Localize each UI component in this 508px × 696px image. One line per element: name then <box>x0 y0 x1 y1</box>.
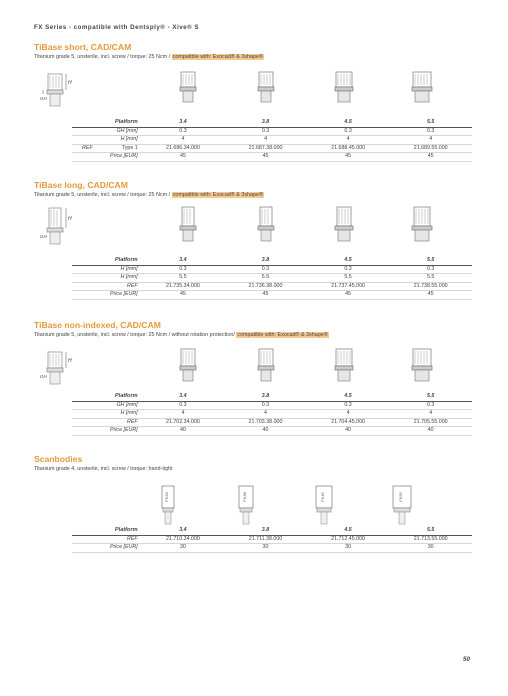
cell: 45 <box>224 291 307 300</box>
table-row <box>72 127 472 136</box>
spec-table <box>72 119 472 162</box>
cell: 21.703.38.000 <box>224 418 307 427</box>
ref-label: REF <box>82 144 93 151</box>
tibase-non-indexed-figure <box>172 346 204 384</box>
cell: 0.3 <box>307 401 390 410</box>
row-label: Platform <box>72 393 142 401</box>
tibase-non-indexed-figure <box>250 346 282 384</box>
cell: 0.3 <box>142 265 225 274</box>
table-row <box>72 274 472 283</box>
cell: 4 <box>307 136 390 145</box>
cell: 21.687.38.000 <box>224 144 307 153</box>
cell: 4.5 <box>307 527 390 535</box>
row-label: Price [EUR] <box>72 427 142 436</box>
product-figures <box>34 474 474 534</box>
table-row <box>72 265 472 274</box>
table-row <box>72 136 472 145</box>
cell: 21.736.38.000 <box>224 282 307 291</box>
row-label: H [mm] <box>72 265 142 274</box>
section-subtitle: Titanium grade 4, unsterile, incl. screw / torque: hand-tight <box>34 466 173 472</box>
table-row <box>72 144 472 153</box>
cell: 5.5 <box>307 274 390 283</box>
section-title: Scanbodies <box>34 454 83 464</box>
row-label: Price [EUR] <box>72 153 142 162</box>
tibase-long-figure <box>250 206 282 244</box>
cell: 0.3 <box>307 265 390 274</box>
table-row <box>72 427 472 436</box>
cell: 45 <box>307 291 390 300</box>
cell: 5.5 <box>142 274 225 283</box>
row-label: Platform <box>72 527 142 535</box>
cell: 0.3 <box>389 401 472 410</box>
tibase-long-figure <box>328 206 360 244</box>
table-row <box>72 119 472 127</box>
row-label: REF <box>72 282 142 291</box>
cell: 5.5 <box>389 119 472 127</box>
section-scanbodies <box>34 454 474 551</box>
cell: 45 <box>389 291 472 300</box>
cell: 40 <box>142 427 225 436</box>
spec-table <box>72 393 472 436</box>
section-subtitle: Titanium grade 5, unsterile, incl. screw / torque: 25 Ncm / without rotation protection/ compatible with: Exocad® & 3shape® <box>34 332 328 338</box>
scanbody-figure <box>232 482 260 530</box>
table-row <box>72 527 472 535</box>
cell: 4 <box>142 410 225 419</box>
product-figures <box>34 340 474 392</box>
scanbody-figure <box>154 482 182 530</box>
type-label: Type 1 <box>121 144 138 151</box>
cell: 45 <box>142 153 225 162</box>
cell: 21.710.34.000 <box>142 535 225 544</box>
section-tibase-short <box>34 42 474 160</box>
dimension-diagram <box>40 346 80 390</box>
cell: 21.688.45.000 <box>307 144 390 153</box>
section-subtitle: Titanium grade 5, unsterile, incl. screw / torque: 25 Ncm / compatible with: Exocad® & 3shape® <box>34 192 263 198</box>
dim-label-h: H <box>68 80 72 86</box>
row-label: GH [mm] <box>72 127 142 136</box>
product-figures <box>34 200 474 252</box>
dim-label-h: H <box>68 358 72 364</box>
section-subtitle: Titanium grade 5, unsterile, incl. screw / torque: 25 Ncm / compatible with: Exocad® & 3shape® <box>34 54 263 60</box>
cell: 30 <box>224 544 307 553</box>
page-number: 50 <box>463 656 470 663</box>
section-title: TiBase long, CAD/CAM <box>34 180 128 190</box>
table-row <box>72 153 472 162</box>
row-label: REF <box>72 535 142 544</box>
cell: 4 <box>389 410 472 419</box>
section-title: TiBase non-indexed, CAD/CAM <box>34 320 161 330</box>
cell: 0.3 <box>224 127 307 136</box>
cell: 0.3 <box>224 265 307 274</box>
cell: 21.702.34.000 <box>142 418 225 427</box>
cell: 30 <box>389 544 472 553</box>
cell: 45 <box>142 291 225 300</box>
tibase-short-figure <box>328 68 360 106</box>
cell: 21.735.34.000 <box>142 282 225 291</box>
table-row <box>72 410 472 419</box>
cell: 5.5 <box>224 274 307 283</box>
scanbody-mark: FX34 <box>164 492 169 502</box>
scanbody-figure <box>310 482 338 530</box>
table-row <box>72 257 472 265</box>
compat-highlight: compatible with: Exocad® & 3shape® <box>172 54 263 60</box>
cell: 3.4 <box>142 393 225 401</box>
tibase-short-figure <box>250 68 282 106</box>
cell: 21.711.38.000 <box>224 535 307 544</box>
cell: 0.3 <box>389 265 472 274</box>
cell: 0.3 <box>142 127 225 136</box>
row-label: Platform <box>72 257 142 265</box>
cell: 21.705.55.000 <box>389 418 472 427</box>
scanbody-figure <box>388 482 416 530</box>
dim-label-h: H <box>68 216 72 222</box>
section-title: TiBase short, CAD/CAM <box>34 42 132 52</box>
dimension-diagram <box>40 206 80 250</box>
cell: 3.8 <box>224 527 307 535</box>
cell: 0.3 <box>142 401 225 410</box>
cell: 3.8 <box>224 257 307 265</box>
table-row <box>72 418 472 427</box>
cell: 45 <box>307 153 390 162</box>
cell: 5.5 <box>389 527 472 535</box>
cell: 40 <box>224 427 307 436</box>
dim-label-gh: GH <box>40 234 47 239</box>
product-figures <box>34 62 474 114</box>
cell: 3.4 <box>142 257 225 265</box>
cell: 0.3 <box>389 127 472 136</box>
dim-label-gh: GH <box>40 96 47 101</box>
row-label: H [mm] <box>72 136 142 145</box>
cell: 40 <box>307 427 390 436</box>
cell: 30 <box>142 544 225 553</box>
cell: 21.712.45.000 <box>307 535 390 544</box>
row-label: Price [EUR] <box>72 291 142 300</box>
cell: 3.8 <box>224 119 307 127</box>
row-label: GH [mm] <box>72 401 142 410</box>
row-label: H [mm] <box>72 410 142 419</box>
dim-label-gh: GH <box>40 374 47 379</box>
cell: 21.704.45.000 <box>307 418 390 427</box>
tibase-non-indexed-figure <box>328 346 360 384</box>
cell: 3.4 <box>142 527 225 535</box>
table-row <box>72 544 472 553</box>
cell: 40 <box>389 427 472 436</box>
cell: 4.5 <box>307 393 390 401</box>
row-label: Price [EUR] <box>72 544 142 553</box>
cell: 4 <box>224 136 307 145</box>
cell: 21.738.55.000 <box>389 282 472 291</box>
cell: 30 <box>307 544 390 553</box>
cell: 0.3 <box>224 401 307 410</box>
table-row <box>72 535 472 544</box>
cell: 45 <box>224 153 307 162</box>
row-label: Platform <box>72 119 142 127</box>
tibase-non-indexed-figure <box>406 346 438 384</box>
cell: 21.689.55.000 <box>389 144 472 153</box>
cell: 4 <box>224 410 307 419</box>
cell: 4 <box>389 136 472 145</box>
spec-table <box>72 527 472 553</box>
cell: 4 <box>142 136 225 145</box>
cell: 5.5 <box>389 274 472 283</box>
scanbody-mark: FX45 <box>320 492 325 502</box>
dimension-diagram <box>40 68 80 112</box>
cell: 45 <box>389 153 472 162</box>
table-row <box>72 401 472 410</box>
table-row <box>72 282 472 291</box>
compat-highlight: compatible with: Exocad® & 3shape® <box>172 192 263 198</box>
cell: 5.5 <box>389 393 472 401</box>
tibase-long-figure <box>406 206 438 244</box>
cell: 5.5 <box>389 257 472 265</box>
tibase-short-figure <box>406 68 438 106</box>
cell: 0.3 <box>307 127 390 136</box>
page-header: FX Series - compatible with Dentsply® - Xive® S <box>34 24 199 31</box>
spec-table <box>72 257 472 300</box>
cell: 21.737.45.000 <box>307 282 390 291</box>
cell: 4.5 <box>307 119 390 127</box>
table-row <box>72 291 472 300</box>
scanbody-mark: FX55 <box>398 492 403 502</box>
row-label: H [mm] <box>72 274 142 283</box>
compat-highlight: compatible with: Exocad® & 3shape® <box>237 332 328 338</box>
row-label: REF <box>72 418 142 427</box>
tibase-long-figure <box>172 206 204 244</box>
tibase-short-figure <box>172 68 204 106</box>
table-row <box>72 393 472 401</box>
scanbody-mark: FX38 <box>242 492 247 502</box>
section-tibase-long <box>34 180 474 298</box>
cell: 3.4 <box>142 119 225 127</box>
cell: 4.5 <box>307 257 390 265</box>
row-label <box>72 144 142 153</box>
section-tibase-non-indexed <box>34 320 474 434</box>
cell: 4 <box>307 410 390 419</box>
cell: 21.713.55.000 <box>389 535 472 544</box>
cell: 21.686.34.000 <box>142 144 225 153</box>
cell: 3.8 <box>224 393 307 401</box>
